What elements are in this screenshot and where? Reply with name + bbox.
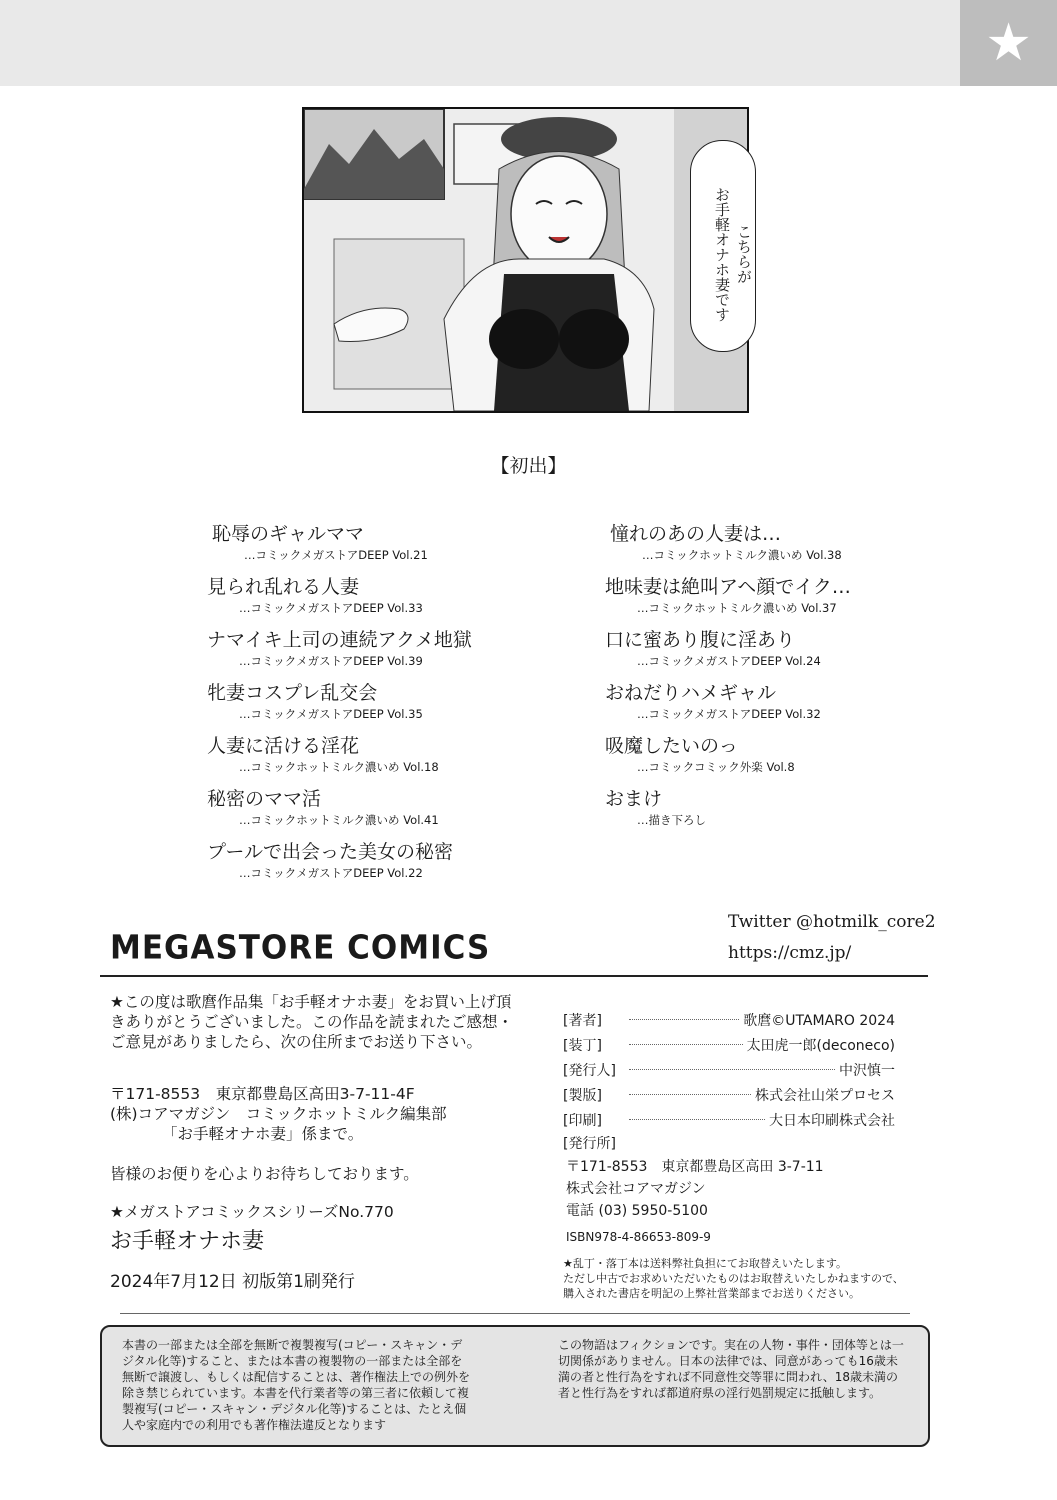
publisher-label: [発行所] [563,1136,616,1152]
story-source: …コミックメガストアDEEP Vol.33 [239,601,423,615]
story-entry [207,572,423,616]
defect-note-line: ただし中古でお求めいただいたものはお取替えいたしかねますので、 [563,1272,904,1285]
story-entry [207,837,453,881]
story-title: 吸魔したいのっ [605,735,738,757]
isbn: ISBN978-4-86653-809-9 [566,1230,711,1244]
editorial-address: 〒171-8553 東京都豊島区高田3-7-11-4F [110,1085,415,1103]
story-title: ナマイキ上司の連続アクメ地獄 [207,629,472,651]
story-entry [610,519,842,563]
credit-value: 歌麿©UTAMARO 2024 [740,1010,895,1030]
star-icon: ★ [985,13,1032,73]
credit-value: 中沢慎一 [836,1060,895,1080]
story-entry [212,519,428,563]
story-source: …コミックメガストアDEEP Vol.32 [637,707,821,721]
story-source: …コミックメガストアDEEP Vol.21 [244,548,428,562]
first-appearance-heading: 【初出】 [490,455,567,477]
speech-line-2: お手軽オナホ妻です [713,186,731,322]
credit-key: [発行人] [563,1063,616,1079]
story-title: 見られ乱れる人妻 [207,576,360,598]
thanks-message: ★この度は歌麿作品集「お手軽オナホ妻」をお買い上げ頂きありがとうございました。この作品を読まれたご感想・ご意見がありましたら、次の住所までお送り下さい。 [110,993,514,1051]
credit-row [563,1010,895,1030]
story-source: …コミックメガストアDEEP Vol.39 [239,654,423,668]
book-title: お手軽オナホ妻 [110,1229,265,1254]
story-source: …コミックメガストアDEEP Vol.22 [239,866,423,880]
story-source: …コミックメガストアDEEP Vol.35 [239,707,423,721]
star-tab [960,0,1057,86]
story-title: 憧れのあの人妻は… [610,523,782,545]
publisher-phone: 電話 (03) 5950-5100 [566,1203,708,1219]
story-entry [605,678,821,722]
story-entry [605,731,795,775]
closing-line: 皆様のお便りを心よりお待ちしております。 [110,1165,419,1183]
copyright-warning: 本書の一部または全部を無断で複製複写(コピー・スキャン・デジタル化等)すること、または本書の複製物の一部または全部を無断で譲渡し、もしくは配信することは、著作権法上での例外を除き禁じられています。本書を代行業者等の第三者に依頼して複製複写(コピー・スキャン・デジタル化等)することは、たとえ個人や家庭内での利用でも著作権法違反となります [122,1338,471,1432]
defect-note-line: ★乱丁・落丁本は送料弊社負担にてお取替えいたします。 [563,1257,847,1270]
story-entry [605,784,706,828]
credit-value: 株式会社山栄プロセス [752,1085,895,1105]
story-source: …コミックホットミルク濃いめ Vol.38 [642,548,842,562]
thin-divider [120,1313,910,1314]
story-entry [207,731,439,775]
story-title: 牝妻コスプレ乱交会 [207,682,378,704]
editorial-attn: 「お手軽オナホ妻」係まで。 [162,1125,364,1143]
credit-key: [装丁] [563,1038,602,1054]
website-link[interactable]: https://cmz.jp/ [728,943,852,963]
story-entry [207,784,439,828]
story-source: …描き下ろし [637,813,706,827]
credit-value: 太田虎一郎(deconeco) [744,1035,895,1055]
story-title: 人妻に活ける淫花 [207,735,360,757]
top-gray-bar [0,0,960,86]
legal-notice-box [100,1325,930,1447]
story-title: おねだりハメギャル [605,682,777,704]
megastore-logo: MEGASTORE COMICS [110,929,491,967]
twitter-handle[interactable]: Twitter @hotmilk_core2 [728,912,936,932]
defect-note [563,1256,904,1301]
credit-key: [製版] [563,1088,602,1104]
speech-bubble [690,140,756,352]
credit-value: 大日本印刷株式会社 [766,1110,895,1130]
story-source: …コミックメガストアDEEP Vol.24 [637,654,821,668]
story-source: …コミックコミック外楽 Vol.8 [637,760,795,774]
manga-illustration [304,109,747,411]
story-title: 恥辱のギャルママ [212,523,365,545]
manga-panel [302,107,749,413]
editorial-dept: (株)コアマガジン コミックホットミルク編集部 [110,1105,447,1123]
story-source: …コミックホットミルク濃いめ Vol.37 [637,601,837,615]
credit-key: [著者] [563,1013,602,1029]
story-entry [605,625,821,669]
fiction-disclaimer: この物語はフィクションです。実在の人物・事件・団体等とは一切関係がありません。日本の法律では、同意があっても16歳未満の者と性行為をすれば不同意性交等罪に問われ、18歳未満の者と性行為をすれば都道府県の淫行処罰規定に抵触します。 [558,1338,904,1400]
story-entry [605,572,851,616]
story-title: プールで出会った美女の秘密 [207,841,454,863]
story-title: おまけ [605,788,663,810]
story-entry [207,678,423,722]
credit-key: [印刷] [563,1113,602,1129]
story-title: 口に蜜あり腹に淫あり [605,629,796,651]
story-source: …コミックホットミルク濃いめ Vol.18 [239,760,439,774]
credit-row [563,1110,895,1130]
credit-row [563,1085,895,1105]
defect-note-line: 購入された書店を明記の上弊社営業部までお送りください。 [563,1287,860,1300]
publisher-address: 〒171-8553 東京都豊島区高田 3-7-11 [566,1159,824,1175]
story-source: …コミックホットミルク濃いめ Vol.41 [239,813,439,827]
story-entry [207,625,472,669]
series-number: ★メガストアコミックスシリーズNo.770 [110,1203,394,1221]
story-title: 秘密のママ活 [207,788,322,810]
story-title: 地味妻は絶叫アヘ顔でイク… [605,576,851,598]
speech-line-1: こちらが [735,224,753,284]
credit-row [563,1060,895,1080]
publisher-company: 株式会社コアマガジン [566,1181,706,1197]
credit-row [563,1035,895,1055]
publish-date: 2024年7月12日 初版第1刷発行 [110,1272,355,1292]
divider [100,975,928,977]
